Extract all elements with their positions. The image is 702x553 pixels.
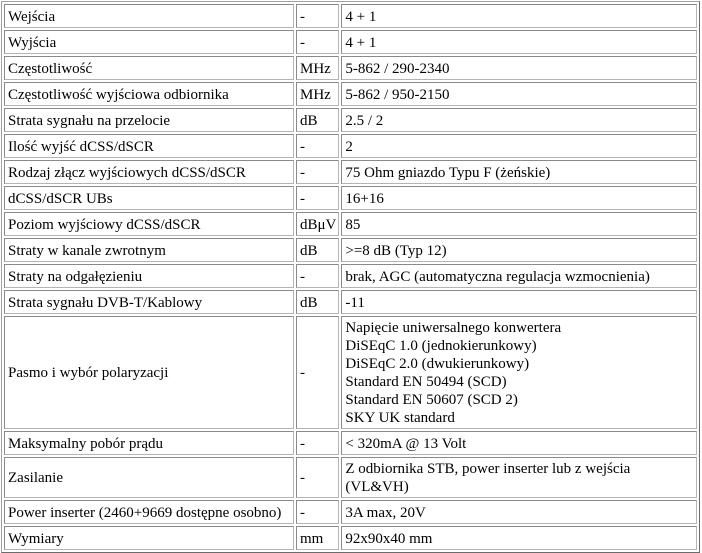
spec-unit-cell: - bbox=[296, 4, 339, 28]
spec-unit-cell: - bbox=[296, 316, 339, 429]
spec-param-cell: Zasilanie bbox=[4, 457, 294, 498]
spec-row bbox=[4, 82, 697, 106]
spec-row bbox=[4, 4, 697, 28]
spec-param-cell: Maksymalny pobór prądu bbox=[4, 431, 294, 455]
spec-row bbox=[4, 457, 697, 498]
spec-param-cell: Wejścia bbox=[4, 4, 294, 28]
spec-value-cell: 4 + 1 bbox=[341, 4, 697, 28]
spec-unit-cell: - bbox=[296, 264, 339, 288]
spec-value-cell: 5-862 / 950-2150 bbox=[341, 82, 697, 106]
spec-unit-cell: dB bbox=[296, 108, 339, 132]
polarization-option: Standard EN 50494 (SCD) bbox=[345, 374, 507, 390]
spec-row bbox=[4, 212, 697, 236]
spec-value-cell bbox=[341, 316, 697, 429]
spec-row bbox=[4, 500, 697, 524]
polarization-option: SKY UK standard bbox=[345, 410, 455, 426]
spec-value-cell: 75 Ohm gniazdo Typu F (żeńskie) bbox=[341, 160, 697, 184]
spec-row bbox=[4, 526, 697, 550]
spec-unit-cell: - bbox=[296, 160, 339, 184]
spec-value-cell: >=8 dB (Typ 12) bbox=[341, 238, 697, 262]
spec-param-cell: Rodzaj złącz wyjściowych dCSS/dSCR bbox=[4, 160, 294, 184]
spec-param-cell: Ilość wyjść dCSS/dSCR bbox=[4, 134, 294, 158]
spec-row bbox=[4, 290, 697, 314]
spec-row bbox=[4, 108, 697, 132]
spec-unit-cell: - bbox=[296, 457, 339, 498]
spec-param-cell: Power inserter (2460+9669 dostępne osobno) bbox=[4, 500, 294, 524]
spec-row bbox=[4, 56, 697, 80]
spec-row bbox=[4, 264, 697, 288]
polarization-option: Napięcie uniwersalnego konwertera bbox=[345, 320, 562, 336]
spec-unit-cell: - bbox=[296, 500, 339, 524]
spec-unit-cell: - bbox=[296, 134, 339, 158]
spec-value-cell: brak, AGC (automatyczna regulacja wzmocnienia) bbox=[341, 264, 697, 288]
spec-param-cell: dCSS/dSCR UBs bbox=[4, 186, 294, 210]
spec-param-cell: Poziom wyjściowy dCSS/dSCR bbox=[4, 212, 294, 236]
spec-value-cell: 3A max, 20V bbox=[341, 500, 697, 524]
spec-param-cell: Częstotliwość wyjściowa odbiornika bbox=[4, 82, 294, 106]
spec-table bbox=[1, 1, 700, 553]
spec-value-cell: 4 + 1 bbox=[341, 30, 697, 54]
spec-unit-cell: dB bbox=[296, 290, 339, 314]
spec-unit-cell: - bbox=[296, 30, 339, 54]
spec-param-cell: Strata sygnału DVB-T/Kablowy bbox=[4, 290, 294, 314]
spec-row bbox=[4, 134, 697, 158]
spec-value-cell: 2.5 / 2 bbox=[341, 108, 697, 132]
spec-unit-cell: mm bbox=[296, 526, 339, 550]
spec-param-cell: Straty w kanale zwrotnym bbox=[4, 238, 294, 262]
spec-param-cell: Strata sygnału na przelocie bbox=[4, 108, 294, 132]
polarization-option: DiSEqC 2.0 (dwukierunkowy) bbox=[345, 356, 530, 372]
spec-row bbox=[4, 316, 697, 429]
spec-param-cell: Pasmo i wybór polaryzacji bbox=[4, 316, 294, 429]
spec-value-cell: 85 bbox=[341, 212, 697, 236]
spec-param-cell: Wyjścia bbox=[4, 30, 294, 54]
spec-unit-cell: - bbox=[296, 431, 339, 455]
spec-value-cell: 2 bbox=[341, 134, 697, 158]
spec-row bbox=[4, 431, 697, 455]
polarization-option: Standard EN 50607 (SCD 2) bbox=[345, 392, 518, 408]
spec-param-cell: Straty na odgałęzieniu bbox=[4, 264, 294, 288]
spec-row bbox=[4, 186, 697, 210]
spec-unit-cell: MHz bbox=[296, 82, 339, 106]
spec-param-cell: Wymiary bbox=[4, 526, 294, 550]
spec-value-cell: 16+16 bbox=[341, 186, 697, 210]
spec-unit-cell: - bbox=[296, 186, 339, 210]
spec-table-body bbox=[4, 4, 697, 550]
spec-unit-cell: dBμV bbox=[296, 212, 339, 236]
spec-row bbox=[4, 160, 697, 184]
spec-unit-cell: MHz bbox=[296, 56, 339, 80]
spec-value-cell: 5-862 / 290-2340 bbox=[341, 56, 697, 80]
spec-value-cell: 92x90x40 mm bbox=[341, 526, 697, 550]
polarization-option: DiSEqC 1.0 (jednokierunkowy) bbox=[345, 338, 537, 354]
spec-value-cell: < 320mA @ 13 Volt bbox=[341, 431, 697, 455]
spec-param-cell: Częstotliwość bbox=[4, 56, 294, 80]
spec-value-cell: Z odbiornika STB, power inserter lub z wejścia (VL&VH) bbox=[341, 457, 697, 498]
spec-row bbox=[4, 238, 697, 262]
spec-row bbox=[4, 30, 697, 54]
spec-value-cell: -11 bbox=[341, 290, 697, 314]
spec-unit-cell: dB bbox=[296, 238, 339, 262]
